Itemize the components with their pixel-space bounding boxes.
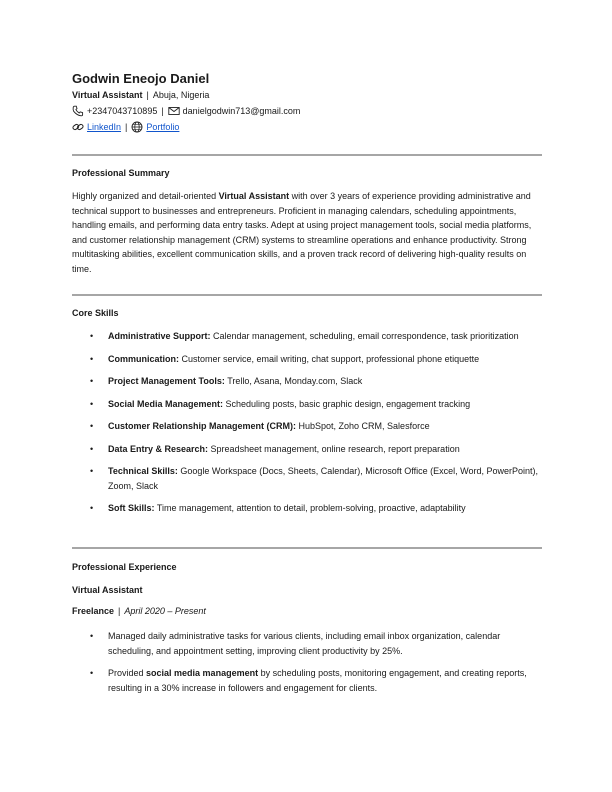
section-divider bbox=[72, 294, 542, 296]
skills-list bbox=[72, 329, 542, 516]
experience-heading: Professional Experience bbox=[72, 562, 177, 572]
skill-item: • Data Entry & Research: Spreadsheet management, online research, report preparation bbox=[72, 442, 542, 457]
section-divider bbox=[72, 547, 542, 549]
contact-line bbox=[72, 103, 542, 119]
section-divider bbox=[72, 154, 542, 156]
phone-number: +2347043710895 bbox=[87, 106, 158, 116]
title-line bbox=[72, 87, 542, 103]
email-icon bbox=[168, 105, 180, 117]
skill-item: • Administrative Support: Calendar management, scheduling, email correspondence, task prioritization bbox=[72, 329, 542, 344]
email-address[interactable]: danielgodwin713@gmail.com bbox=[182, 106, 301, 116]
separator: | bbox=[125, 122, 128, 132]
linkedin-link[interactable]: LinkedIn bbox=[87, 122, 122, 132]
experience-list bbox=[72, 629, 542, 695]
skill-item: • Soft Skills: Time management, attention to detail, problem-solving, proactive, adaptability bbox=[72, 501, 542, 516]
candidate-name: Godwin Eneojo Daniel bbox=[72, 71, 210, 86]
skill-item: • Technical Skills: Google Workspace (Docs, Sheets, Calendar), Microsoft Office (Excel, Word, PowerPoint), Zoom, Slack bbox=[72, 464, 542, 493]
company-line: Freelance | April 2020 – Present bbox=[72, 606, 206, 616]
location: Abuja, Nigeria bbox=[152, 90, 210, 100]
skills-heading: Core Skills bbox=[72, 308, 119, 318]
skill-item: • Customer Relationship Management (CRM): HubSpot, Zoho CRM, Salesforce bbox=[72, 419, 542, 434]
portfolio-link[interactable]: Portfolio bbox=[146, 122, 180, 132]
links-line bbox=[72, 119, 542, 135]
link-icon bbox=[72, 121, 84, 133]
skill-item: • Project Management Tools: Trello, Asana, Monday.com, Slack bbox=[72, 374, 542, 389]
separator: | bbox=[161, 106, 164, 116]
experience-item: • Managed daily administrative tasks for various clients, including email inbox organization, calendar scheduling, and appointment setting, improving client productivity by 25%. bbox=[72, 629, 542, 658]
skill-item: • Communication: Customer service, email writing, chat support, professional phone etiquette bbox=[72, 352, 542, 367]
phone-icon bbox=[72, 105, 84, 117]
role-title: Virtual Assistant bbox=[72, 585, 143, 595]
resume-page bbox=[72, 70, 542, 693]
separator: | bbox=[146, 90, 149, 100]
globe-icon bbox=[131, 121, 143, 133]
summary-text: Highly organized and detail-oriented Virtual Assistant with over 3 years of experience providing administrative and technical support to businesses and entrepreneurs. Proficient in managing calendars, scheduling appointments, handling emails, and performing data entry tasks. Adept at using project management tools, social media platforms, and customer relationship management (CRM) systems to streamline operations and enhance productivity. Strong multitasking abilities, excellent communication skills, and a proven track record of delivering high-quality results on time. bbox=[72, 191, 532, 274]
summary-heading: Professional Summary bbox=[72, 168, 170, 178]
experience-item: • Provided social media management by scheduling posts, monitoring engagement, and creating reports, resulting in a 30% increase in followers and engagement for clients. bbox=[72, 666, 542, 695]
job-title: Virtual Assistant bbox=[72, 90, 143, 100]
skill-item: • Social Media Management: Scheduling posts, basic graphic design, engagement tracking bbox=[72, 397, 542, 412]
